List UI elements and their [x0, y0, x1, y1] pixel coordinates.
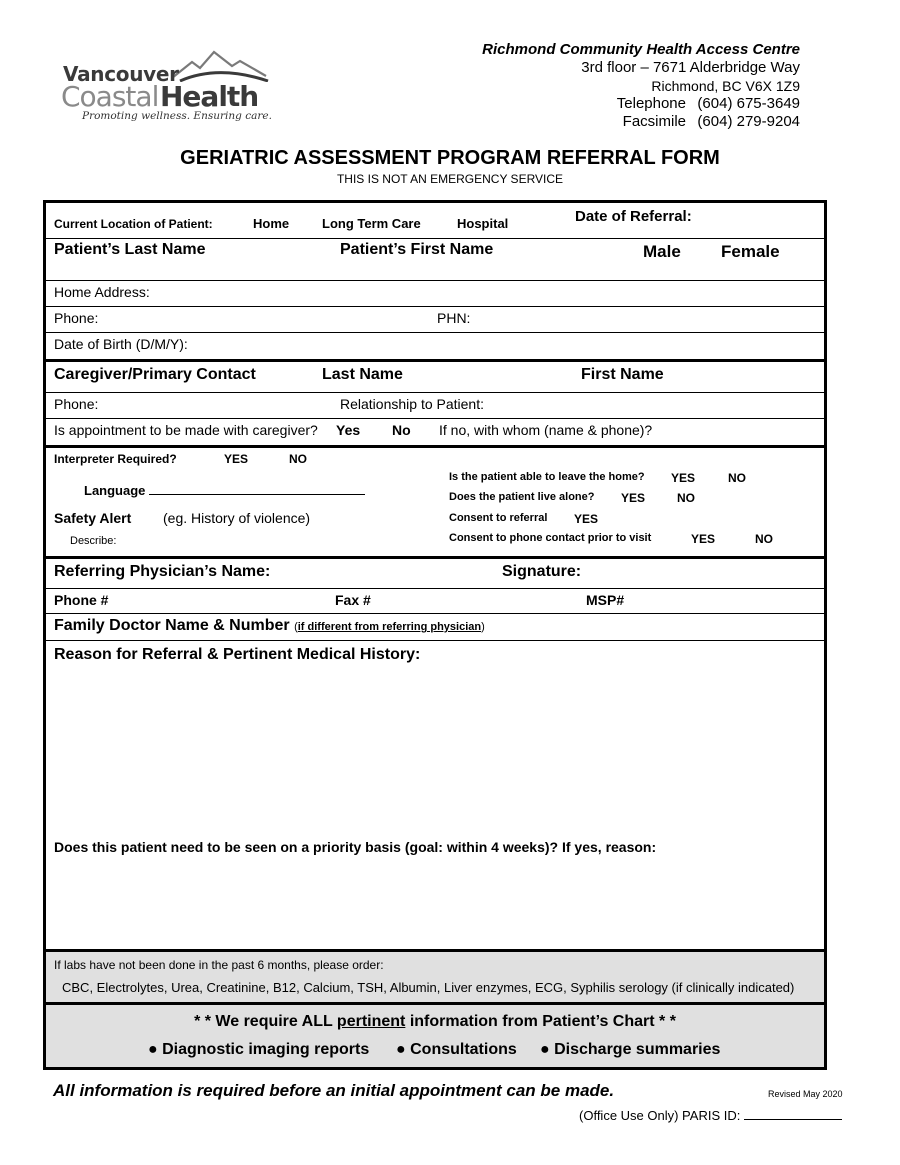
patient-phone-label: Phone:	[54, 310, 99, 326]
form-title: GERIATRIC ASSESSMENT PROGRAM REFERRAL FORM	[180, 147, 720, 169]
centre-name: Richmond Community Health Access Centre	[482, 41, 800, 58]
leave-home-question: Is the patient able to leave the home?	[449, 471, 645, 483]
language-input[interactable]	[149, 481, 365, 495]
logo-vancouver: Vancouver	[63, 62, 179, 86]
home-address-label: Home Address:	[54, 284, 150, 300]
labs-intro: If labs have not been done in the past 6 months, please order:	[54, 958, 384, 972]
family-doctor-label: Family Doctor Name & Number (if different from referring physician)	[54, 617, 485, 634]
telephone-label: Telephone	[616, 95, 686, 112]
office-use-paris-id: (Office Use Only) PARIS ID:	[579, 1107, 842, 1123]
patient-last-name-label: Patient’s Last Name	[54, 241, 206, 258]
bullet-diagnostic-imaging: ● Diagnostic imaging reports	[148, 1041, 370, 1058]
form-subtitle: THIS IS NOT AN EMERGENCY SERVICE	[336, 172, 564, 186]
referral-form	[43, 200, 827, 1070]
live-alone-no[interactable]: NO	[677, 491, 695, 505]
dob-label: Date of Birth (D/M/Y):	[54, 336, 188, 352]
centre-address	[482, 41, 800, 131]
caregiver-last-name-label: Last Name	[322, 366, 403, 383]
fax-number: (604) 279-9204	[697, 113, 800, 130]
patient-first-name-label: Patient’s First Name	[340, 241, 494, 258]
consent-referral-label: Consent to referral	[449, 512, 548, 524]
current-location-label: Current Location of Patient:	[54, 217, 213, 231]
paris-id-input[interactable]	[744, 1107, 842, 1120]
appt-caregiver-question: Is appointment to be made with caregiver?	[54, 422, 318, 438]
relationship-label: Relationship to Patient:	[340, 396, 484, 412]
if-no-whom-label: If no, with whom (name & phone)?	[439, 422, 653, 438]
leave-home-yes[interactable]: YES	[671, 471, 696, 485]
appt-caregiver-no[interactable]: No	[392, 422, 411, 438]
date-of-referral-label: Date of Referral:	[575, 208, 692, 225]
centre-fax	[482, 113, 800, 131]
bullet-consultations: ● Consultations	[396, 1041, 517, 1058]
appt-caregiver-yes[interactable]: Yes	[336, 422, 361, 438]
telephone-number: (604) 675-3649	[697, 95, 800, 112]
consent-phone-yes[interactable]: YES	[691, 532, 716, 546]
location-hospital-option[interactable]: Hospital	[457, 216, 509, 231]
interpreter-label: Interpreter Required?	[54, 452, 177, 466]
labs-list: CBC, Electrolytes, Urea, Creatinine, B12, Calcium, TSH, Albumin, Liver enzymes, ECG, Syphilis serology (if clinically indicated)	[62, 980, 795, 995]
referring-physician-label: Referring Physician’s Name:	[54, 563, 271, 580]
logo-tagline: Promoting wellness. Ensuring care.	[82, 110, 272, 122]
bullet-discharge-summaries: ● Discharge summaries	[540, 1041, 721, 1058]
vch-logo	[60, 48, 270, 126]
consent-referral-yes[interactable]: YES	[574, 512, 599, 526]
logo-coastal: Coastal	[61, 80, 159, 113]
physician-fax-label: Fax #	[335, 592, 371, 608]
live-alone-yes[interactable]: YES	[621, 491, 646, 505]
centre-address-line2: Richmond, BC V6X 1Z9	[651, 78, 800, 94]
interpreter-yes[interactable]: YES	[224, 452, 249, 466]
require-all-note: * * We require ALL pertinent information from Patient’s Chart * *	[194, 1013, 676, 1030]
footer-note: All information is required before an initial appointment can be made.	[53, 1081, 615, 1100]
safety-alert-example: (eg. History of violence)	[163, 510, 311, 526]
gender-female-option[interactable]: Female	[721, 242, 780, 261]
phn-label: PHN:	[437, 310, 471, 326]
consent-phone-no[interactable]: NO	[755, 532, 773, 546]
location-home-option[interactable]: Home	[253, 216, 290, 231]
physician-phone-label: Phone #	[54, 592, 109, 608]
describe-label: Describe:	[70, 535, 117, 547]
revised-date: Revised May 2020	[768, 1089, 843, 1099]
language-label: Language	[84, 481, 365, 498]
gender-male-option[interactable]: Male	[643, 242, 681, 261]
live-alone-question: Does the patient live alone?	[449, 491, 595, 503]
signature-label: Signature:	[502, 563, 582, 580]
caregiver-phone-label: Phone:	[54, 396, 99, 412]
interpreter-no[interactable]: NO	[289, 452, 307, 466]
centre-telephone	[482, 95, 800, 113]
fax-label: Facsimile	[622, 113, 686, 130]
caregiver-label: Caregiver/Primary Contact	[54, 366, 256, 383]
logo-health: Health	[160, 80, 259, 113]
reason-label: Reason for Referral & Pertinent Medical History:	[54, 646, 421, 663]
safety-alert-label: Safety Alert	[54, 510, 132, 526]
priority-question: Does this patient need to be seen on a priority basis (goal: within 4 weeks)? If yes, reason:	[54, 839, 657, 855]
location-ltc-option[interactable]: Long Term Care	[322, 216, 421, 231]
caregiver-first-name-label: First Name	[581, 366, 664, 383]
centre-address-line1: 3rd floor – 7671 Alderbridge Way	[581, 59, 800, 76]
msp-label: MSP#	[586, 592, 625, 608]
consent-phone-label: Consent to phone contact prior to visit	[449, 532, 652, 544]
leave-home-no[interactable]: NO	[728, 471, 746, 485]
mountain-logo-icon	[170, 48, 270, 82]
